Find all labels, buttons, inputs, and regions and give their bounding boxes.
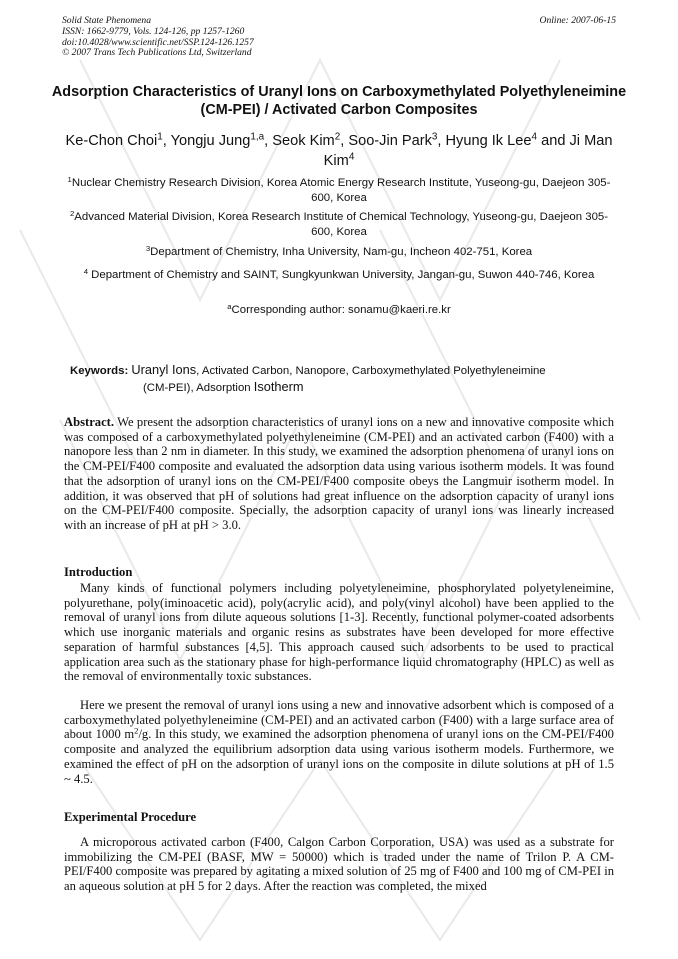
affiliation-mark: 2 [69, 208, 75, 218]
author-name: Soo-Jin Park [348, 133, 432, 149]
copyright-line: © 2007 Trans Tech Publications Ltd, Switzerland [62, 47, 252, 59]
introduction-paragraph-2 [64, 698, 614, 786]
author-separator: , [340, 133, 349, 149]
affiliation-text: Department of Chemistry and SAINT, Sungkyunkwan University, Jangan-gu, Suwon 440-746, Korea [88, 269, 595, 281]
keyword-term: Uranyl Ions [131, 362, 197, 377]
keywords [70, 362, 614, 396]
paper-title: Adsorption Characteristics of Uranyl Ions on Carboxymethylated Polyethyleneimine (CM-PEI) / Activated Carbon Composites [51, 84, 627, 118]
affiliation-4 [66, 268, 612, 283]
corresponding-author [66, 303, 612, 318]
affiliation-text: Nuclear Chemistry Research Division, Korea Atomic Energy Research Institute, Yuseong-gu, Daejeon 305-600, Korea [71, 177, 611, 204]
author-affiliation-mark: 4 [348, 151, 355, 163]
author-list [50, 131, 628, 171]
affiliation-3 [66, 245, 612, 260]
section-heading-experimental: Experimental Procedure [64, 810, 197, 824]
issn-line: ISSN: 1662-9779, Vols. 124-126, pp 1257-1260 [62, 25, 245, 37]
online-date: Online: 2007-06-15 [539, 15, 616, 26]
abstract [64, 415, 614, 533]
section-heading-introduction: Introduction [64, 565, 133, 579]
affiliation-mark: 1 [67, 174, 72, 184]
author-separator: and [537, 133, 570, 149]
superscript: 2 [134, 725, 139, 736]
author-affiliation-mark: 3 [431, 131, 438, 143]
affiliation-mark: 4 [83, 266, 88, 276]
abstract-label: Abstract. [64, 415, 115, 429]
paragraph-text: /g. In this study, we examined the adsorption phenomena of uranyl ions on the CM-PEI/F400 composite and analyzed the equilibrium adsorption data using various isotherm models. Furthermore, we examined the effect of pH on the adsorption of uranyl ions on the composite in dilute solutions at pH of 1.5 ~ 4.5. [64, 727, 614, 786]
author-name: Yongju Jung [170, 133, 251, 149]
author-name: Ji Man Kim [323, 133, 613, 169]
affiliation-mark: a [227, 301, 232, 311]
journal-header [62, 16, 616, 59]
affiliation-2 [66, 210, 612, 240]
doi-line[interactable]: doi:10.4028/www.scientific.net/SSP.124-126.1257 [62, 36, 254, 48]
keyword-list: (CM-PEI), Adsorption [143, 382, 254, 394]
abstract-text: We present the adsorption characteristics of uranyl ions on a new and innovative composite which was composed of a carboxymethylated polyethyleneimine (CM-PEI) and an activated carbon (F400) with a nanopore less than 2 nm in diameter. In this study, we examined the adsorption phenomena of uranyl ions on the CM-PEI/F400 composite and evaluated the adsorption data using various isotherm models. It was found that the adsorption of uranyl ions on the CM-PEI/F400 composite obeys the Langmuir isotherm model. In addition, it was observed that pH of solutions had great influence on the adsorption capacity of uranyl ions on the CM-PEI/F400 composite. Specially, the adsorption capacity of uranyl ions was linearly increased with an increase of pH at pH > 3.0. [64, 415, 614, 532]
author-name: Seok Kim [272, 133, 335, 149]
keyword-list: , Activated Carbon, Nanopore, Carboxymethylated Polyethyleneimine [196, 365, 546, 377]
keyword-term: Isotherm [253, 379, 304, 394]
author-separator: , [264, 133, 273, 149]
affiliation-mark: 3 [145, 243, 151, 253]
introduction-paragraph-1: Many kinds of functional polymers including polyetyleneimine, phosphorylated polyetyleneimine, polyurethane, poly(iminoacetic acid), poly(acrylic acid), and poly(vinyl alcohol) have been applied to the removal of uranyl ions from dilute aqueous solutions [1-3]. Recently, functional polymer-coated adsorbents which use inorganic materials and organic resins as substrates have been developed for more effective separation of harmful substances [4,5]. This approach caused such adsorbents to be used to practical application area such as the stationary phase for high-performance liquid chromatography (HPLC) as well as the removal of environmentally toxic substances. [64, 581, 614, 684]
author-affiliation-mark: 1,a [250, 131, 265, 143]
author-separator: , [162, 133, 171, 149]
author-affiliation-mark: 2 [334, 131, 341, 143]
affiliation-1 [66, 176, 612, 206]
affiliation-text: Department of Chemistry, Inha University, Nam-gu, Incheon 402-751, Korea [150, 246, 533, 258]
keywords-label: Keywords: [70, 365, 129, 377]
author-name: Hyung Ik Lee [445, 133, 532, 149]
author-separator: , [437, 133, 446, 149]
journal-name: Solid State Phenomena [62, 15, 151, 26]
affiliation-text: Corresponding author: sonamu@kaeri.re.kr [231, 304, 451, 316]
paragraph-text: Here we present the removal of uranyl ions using a new and innovative adsorbent which is composed of a carboxymethylated polyethyleneimine (CM-PEI) and an activated carbon (F400) with a large surface area of about 1000 m [64, 698, 614, 742]
author-affiliation-mark: 1 [157, 131, 163, 143]
author-affiliation-mark: 4 [531, 131, 538, 143]
author-name: Ke-Chon Choi [65, 133, 158, 149]
affiliation-text: Advanced Material Division, Korea Research Institute of Chemical Technology, Yuseong-gu, Daejeon 305-600, Korea [74, 211, 609, 238]
experimental-paragraph-1: A microporous activated carbon (F400, Calgon Carbon Corporation, USA) was used as a substrate for immobilizing the CM-PEI (BASF, MW = 50000) which is traded under the name of Trilon P. A CM-PEI/F400 composite was prepared by agitating a mixed solution of 25 mg of F400 and 100 mg of CM-PEI in an aqueous solution at pH 5 for 2 days. After the reaction was completed, the mixed [64, 835, 614, 894]
